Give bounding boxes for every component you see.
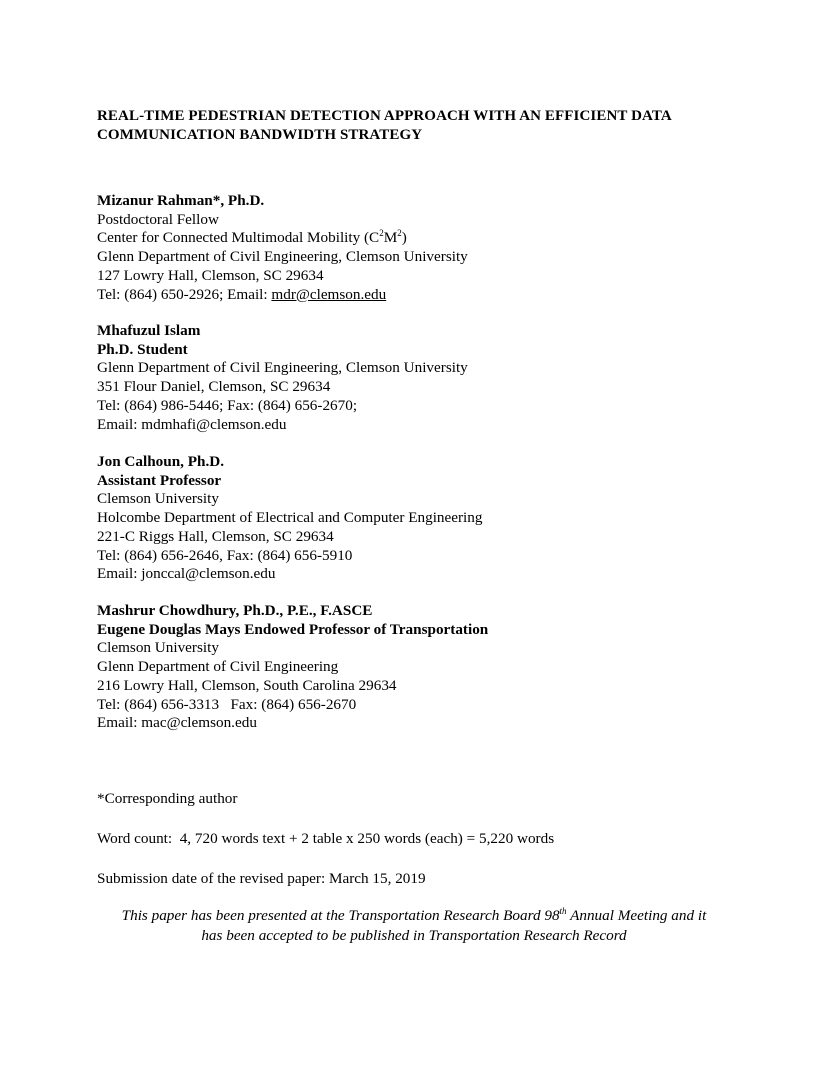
center-text: ) — [401, 229, 407, 247]
author-email: Email: mac@clemson.edu — [97, 714, 257, 732]
author-block-rahman — [97, 192, 777, 304]
author-department: Glenn Department of Civil Engineering, Clemson University — [97, 359, 468, 377]
note-superscript: th — [559, 906, 567, 916]
author-block-calhoun — [97, 453, 777, 584]
author-department: Holcombe Department of Electrical and Computer Engineering — [97, 509, 483, 527]
author-address: 221-C Riggs Hall, Clemson, SC 29634 — [97, 527, 334, 545]
author-position: Assistant Professor — [97, 471, 222, 489]
author-block-islam — [97, 322, 777, 434]
author-name: Mhafuzul Islam — [97, 322, 201, 339]
author-contact: Tel: (864) 986-5446; Fax: (864) 656-2670; — [97, 396, 358, 414]
author-department: Glenn Department of Civil Engineering, Clemson University — [97, 248, 468, 266]
paper-title-line-1: REAL-TIME PEDESTRIAN DETECTION APPROACH WITH AN EFFICIENT DATA — [97, 108, 672, 124]
center-superscript: 2 — [379, 228, 384, 239]
paper-title — [97, 107, 757, 145]
author-contact — [97, 286, 777, 305]
author-email: Email: mdmhafi@clemson.edu — [97, 415, 287, 433]
presentation-note-line-2: has been accepted to be published in Transportation Research Record — [201, 927, 627, 944]
author-position: Ph.D. Student — [97, 340, 188, 358]
author-contact: Tel: (864) 656-3313 Fax: (864) 656-2670 — [97, 695, 357, 713]
word-count: Word count: 4, 720 words text + 2 table x 250 words (each) = 5,220 words — [97, 830, 555, 847]
author-address: 216 Lowry Hall, Clemson, South Carolina 29634 — [97, 676, 397, 694]
center-text: Center for Connected Multimodal Mobility (C — [97, 229, 380, 247]
author-contact: Tel: (864) 656-2646, Fax: (864) 656-5910 — [97, 546, 353, 564]
note-text: This paper has been presented at the Transportation Research Board 98 — [121, 907, 560, 924]
center-superscript: 2 — [397, 228, 402, 239]
author-position: Postdoctoral Fellow — [97, 210, 219, 228]
author-email: Email: jonccal@clemson.edu — [97, 565, 276, 583]
author-university: Clemson University — [97, 490, 219, 508]
author-address: 351 Flour Daniel, Clemson, SC 29634 — [97, 378, 331, 396]
author-center — [97, 229, 777, 248]
author-name: Jon Calhoun, Ph.D. — [97, 453, 225, 470]
corresponding-author-note: *Corresponding author — [97, 790, 238, 807]
email-link[interactable]: mdr@clemson.edu — [271, 285, 387, 303]
author-department: Glenn Department of Civil Engineering — [97, 658, 339, 676]
author-name: Mizanur Rahman*, Ph.D. — [97, 192, 265, 209]
contact-text: Tel: (864) 650-2926; Email: — [97, 285, 272, 303]
author-university: Clemson University — [97, 639, 219, 657]
author-name: Mashrur Chowdhury, Ph.D., P.E., F.ASCE — [97, 602, 373, 619]
presentation-note-line-1 — [90, 906, 738, 926]
paper-title-line-2: COMMUNICATION BANDWIDTH STRATEGY — [97, 127, 423, 143]
submission-date: Submission date of the revised paper: March 15, 2019 — [97, 870, 426, 887]
author-address: 127 Lowry Hall, Clemson, SC 29634 — [97, 266, 324, 284]
presentation-note — [90, 906, 738, 946]
center-text: M — [383, 229, 398, 247]
author-position: Eugene Douglas Mays Endowed Professor of Transportation — [97, 620, 489, 638]
author-block-chowdhury — [97, 602, 777, 733]
note-text: Annual Meeting and it — [566, 907, 707, 924]
